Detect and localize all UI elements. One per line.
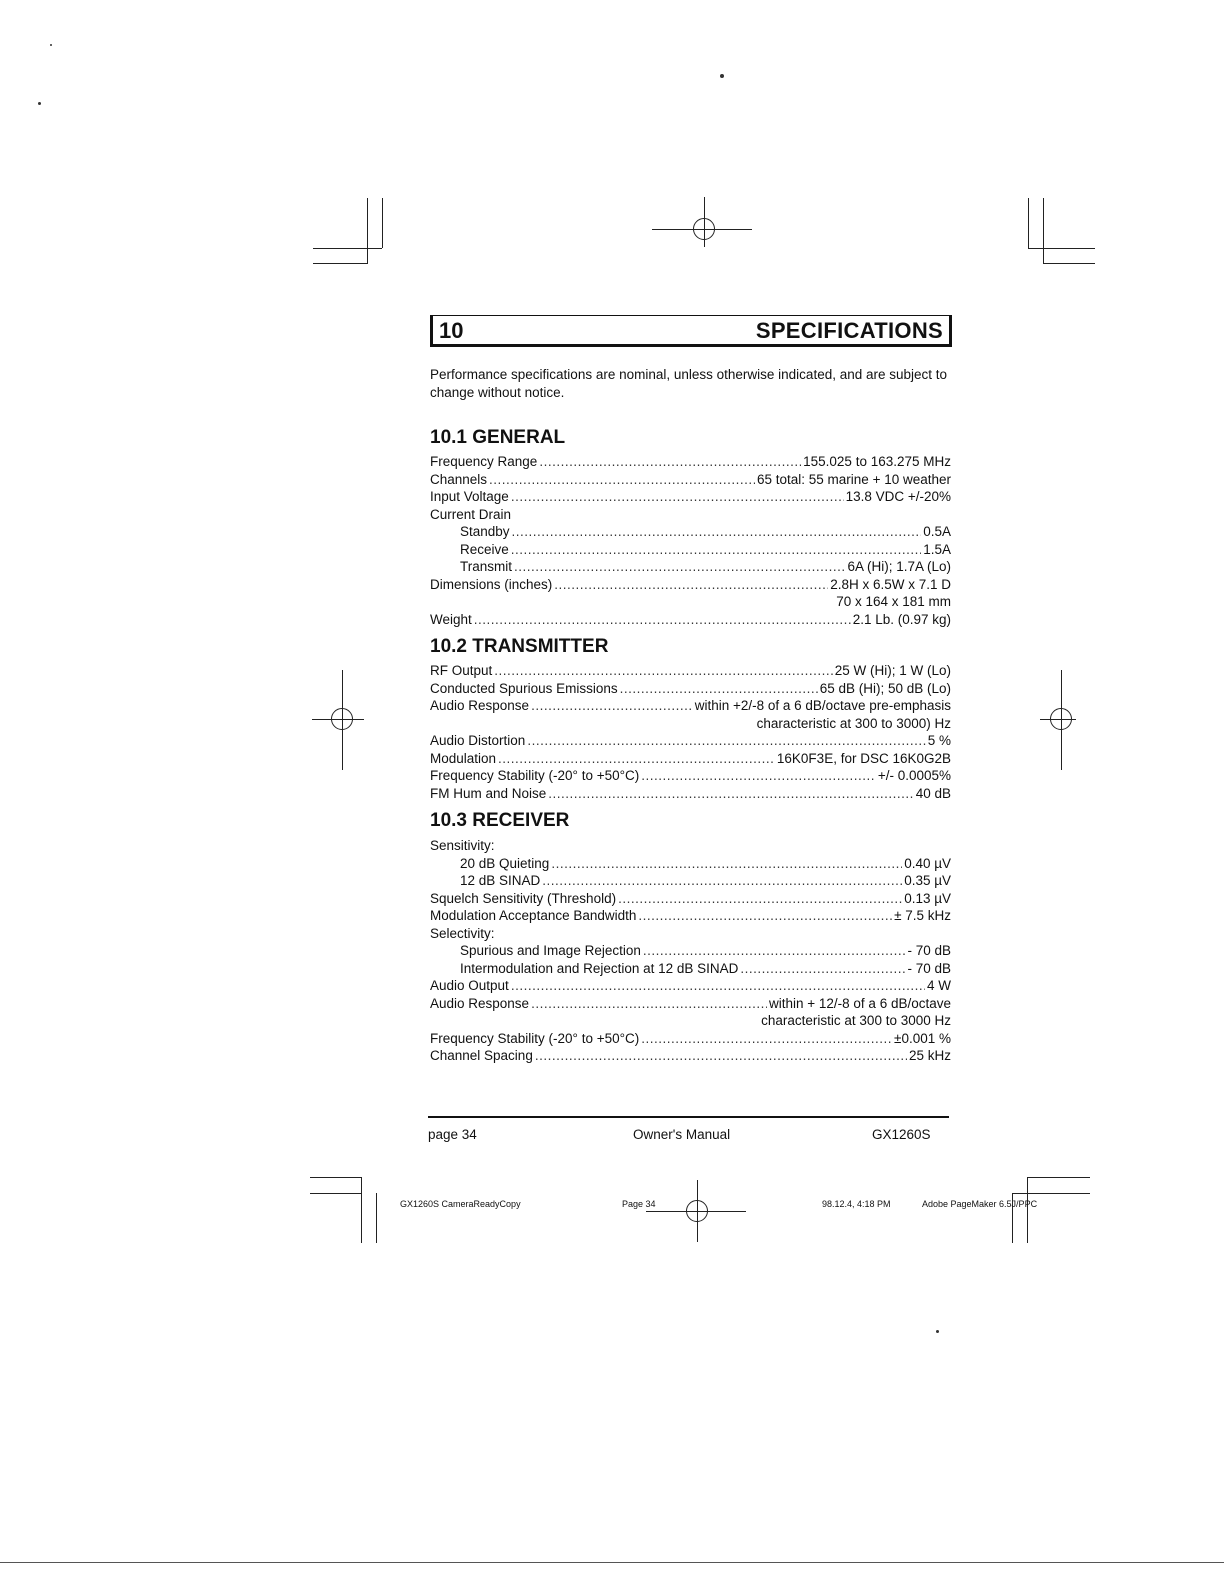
crop-mark: [313, 263, 368, 264]
spec-row: [430, 558, 951, 576]
scan-speck: [720, 74, 724, 78]
dot-leader: [511, 488, 844, 506]
spec-label: Frequency Range: [430, 454, 538, 469]
spec-value: +/- 0.0005%: [877, 768, 951, 783]
spec-label: Modulation Acceptance Bandwidth: [430, 908, 637, 923]
crop-mark: [382, 198, 383, 248]
spec-label: 12 dB SINAD: [460, 873, 541, 888]
crop-mark: [310, 1177, 362, 1178]
crop-mark: [1012, 1193, 1090, 1194]
dot-leader: [539, 453, 801, 471]
dot-leader: [535, 1047, 907, 1065]
spec-row: [430, 855, 951, 873]
spec-row: [430, 890, 951, 908]
spec-value: 4 W: [926, 978, 951, 993]
spec-value: 2.8H x 6.5W x 7.1 D: [830, 576, 951, 592]
dot-leader: [620, 680, 818, 698]
spec-row: [430, 680, 951, 698]
spec-row: [430, 471, 951, 489]
slug-page: Page 34: [622, 1199, 656, 1209]
spec-label: Receive: [460, 541, 509, 557]
spec-row: [430, 837, 951, 855]
crop-mark: [313, 248, 382, 249]
scan-speck: [936, 1330, 939, 1333]
spec-row: [430, 1047, 951, 1065]
dot-leader: [531, 697, 693, 715]
spec-group-label: Current Drain: [430, 506, 512, 522]
spec-row: [430, 662, 951, 680]
dot-leader: [531, 995, 767, 1013]
registration-mark-circle: [686, 1200, 708, 1222]
spec-label: Weight: [430, 611, 472, 627]
slug-app: Adobe PageMaker 6.5J/PPC: [922, 1199, 1038, 1209]
page-edge: [0, 1562, 1224, 1563]
spec-label: 20 dB Quieting: [460, 855, 550, 871]
spec-label: Standby: [460, 524, 510, 539]
spec-row: [430, 785, 951, 803]
spec-row: [430, 715, 951, 733]
dot-leader: [641, 767, 876, 785]
dot-leader: [498, 750, 775, 768]
spec-label: Channels: [430, 471, 488, 487]
spec-label: Audio Response: [430, 698, 530, 713]
crop-mark: [1027, 1177, 1090, 1178]
spec-list-general: [430, 453, 951, 628]
spec-value: ± 7.5 kHz: [894, 908, 951, 923]
registration-mark-circle: [331, 708, 353, 730]
spec-value: 40 dB: [915, 785, 951, 801]
dot-leader: [551, 855, 902, 873]
spec-label: Transmit: [460, 559, 513, 574]
spec-value: 65 total: 55 marine + 10 weather: [757, 471, 951, 487]
spec-value: within +2/-8 of a 6 dB/octave pre-emphasis: [694, 698, 951, 713]
spec-row: [430, 1012, 951, 1030]
footer-manual: Owner's Manual: [633, 1127, 731, 1142]
chapter-number: 10: [439, 318, 464, 343]
spec-value: 0.5A: [923, 524, 951, 539]
spec-value: - 70 dB: [907, 943, 951, 958]
spec-label: Frequency Stability (-20° to +50°C): [430, 1030, 640, 1046]
spec-row: [430, 960, 951, 978]
spec-value: 70 x 164 x 181 mm: [836, 594, 951, 609]
spec-label: Dimensions (inches): [430, 576, 553, 592]
spec-value: 0.35 µV: [904, 873, 951, 888]
spec-value: - 70 dB: [907, 960, 951, 976]
spec-row: [430, 697, 951, 715]
spec-row: [430, 995, 951, 1013]
dot-leader: [641, 1030, 892, 1048]
dot-leader: [638, 907, 892, 925]
slug-file: GX1260S CameraReadyCopy: [400, 1199, 521, 1209]
spec-row: [430, 576, 951, 594]
dot-leader: [474, 611, 851, 629]
spec-row: [430, 767, 951, 785]
section-heading-general: 10.1 GENERAL: [430, 427, 566, 448]
crop-mark: [1028, 198, 1029, 248]
spec-group-label: Selectivity:: [430, 925, 495, 941]
spec-value: 155.025 to 163.275 MHz: [803, 454, 951, 469]
spec-row: [430, 523, 951, 541]
dot-leader: [527, 732, 925, 750]
spec-list-receiver: [430, 837, 951, 1065]
dot-leader: [514, 558, 845, 576]
crop-mark: [310, 1193, 362, 1194]
dot-leader: [512, 523, 922, 541]
spec-value: 6A (Hi); 1.7A (Lo): [847, 559, 951, 574]
footer-rule: [428, 1116, 949, 1118]
spec-value: 25 W (Hi); 1 W (Lo): [834, 663, 951, 678]
spec-row: [430, 750, 951, 768]
spec-row: [430, 732, 951, 750]
dot-leader: [542, 872, 902, 890]
spec-group-label: Sensitivity:: [430, 838, 495, 853]
dot-leader: [643, 942, 906, 960]
footer-page: page 34: [428, 1127, 477, 1142]
spec-value: 13.8 VDC +/-20%: [845, 489, 951, 504]
crop-mark: [1043, 263, 1095, 264]
dot-leader: [489, 471, 755, 489]
dot-leader: [511, 977, 925, 995]
spec-value: 16K0F3E, for DSC 16K0G2B: [776, 750, 951, 766]
spec-row: [430, 611, 951, 629]
footer-model: GX1260S: [872, 1127, 931, 1142]
dot-leader: [740, 960, 905, 978]
dot-leader: [554, 576, 828, 594]
spec-value: within + 12/-8 of a 6 dB/octave: [769, 995, 951, 1011]
scan-speck: [50, 44, 52, 46]
spec-label: RF Output: [430, 663, 493, 678]
crop-mark: [1027, 1177, 1028, 1243]
spec-label: FM Hum and Noise: [430, 785, 547, 801]
spec-row: [430, 925, 951, 943]
spec-label: Squelch Sensitivity (Threshold): [430, 890, 617, 906]
crop-mark: [376, 1193, 377, 1243]
spec-label: Modulation: [430, 750, 497, 766]
spec-value: 1.5A: [923, 541, 951, 557]
dot-leader: [548, 785, 913, 803]
spec-row: [430, 1030, 951, 1048]
spec-label: Intermodulation and Rejection at 12 dB SINAD: [460, 960, 739, 976]
spec-row: [430, 488, 951, 506]
spec-row: [430, 942, 951, 960]
spec-row: [430, 907, 951, 925]
spec-label: Audio Output: [430, 978, 509, 993]
spec-label: Audio Distortion: [430, 733, 526, 748]
spec-label: Frequency Stability (-20° to +50°C): [430, 768, 640, 783]
spec-value: 65 dB (Hi); 50 dB (Lo): [819, 680, 951, 696]
spec-label: Input Voltage: [430, 489, 509, 504]
dot-leader: [511, 541, 921, 559]
section-heading-transmitter: 10.2 TRANSMITTER: [430, 636, 609, 657]
intro-paragraph: Performance specifications are nominal, unless otherwise indicated, and are subject to change without notice.: [430, 367, 948, 400]
crop-mark: [1043, 198, 1044, 264]
registration-mark-circle: [1050, 708, 1072, 730]
spec-value: 0.40 µV: [904, 855, 951, 871]
spec-label: Channel Spacing: [430, 1048, 533, 1063]
crop-mark: [361, 1177, 362, 1243]
slug-timestamp: 98.12.4, 4:18 PM: [822, 1199, 891, 1209]
crop-mark: [367, 198, 368, 264]
chapter-header: [430, 315, 952, 347]
spec-row: [430, 506, 951, 524]
dot-leader: [494, 662, 832, 680]
spec-row: [430, 872, 951, 890]
dot-leader: [618, 890, 902, 908]
spec-label: Conducted Spurious Emissions: [430, 680, 618, 696]
spec-label: Audio Response: [430, 995, 530, 1011]
registration-mark-circle: [693, 218, 715, 240]
spec-value: ±0.001 %: [894, 1030, 951, 1046]
spec-value: 25 kHz: [908, 1048, 951, 1063]
spec-value: 0.13 µV: [904, 890, 951, 906]
spec-row: [430, 541, 951, 559]
spec-row: [430, 593, 951, 611]
scan-speck: [38, 102, 41, 105]
crop-mark: [1028, 248, 1095, 249]
spec-row: [430, 977, 951, 995]
spec-label: Spurious and Image Rejection: [460, 943, 641, 958]
spec-value: characteristic at 300 to 3000) Hz: [756, 715, 951, 731]
chapter-title: SPECIFICATIONS: [755, 318, 943, 343]
section-heading-receiver: 10.3 RECEIVER: [430, 810, 570, 831]
spec-value: 5 %: [927, 733, 951, 748]
spec-row: [430, 453, 951, 471]
spec-value: characteristic at 300 to 3000 Hz: [761, 1013, 951, 1028]
spec-value: 2.1 Lb. (0.97 kg): [852, 611, 951, 627]
spec-list-transmitter: [430, 662, 951, 802]
